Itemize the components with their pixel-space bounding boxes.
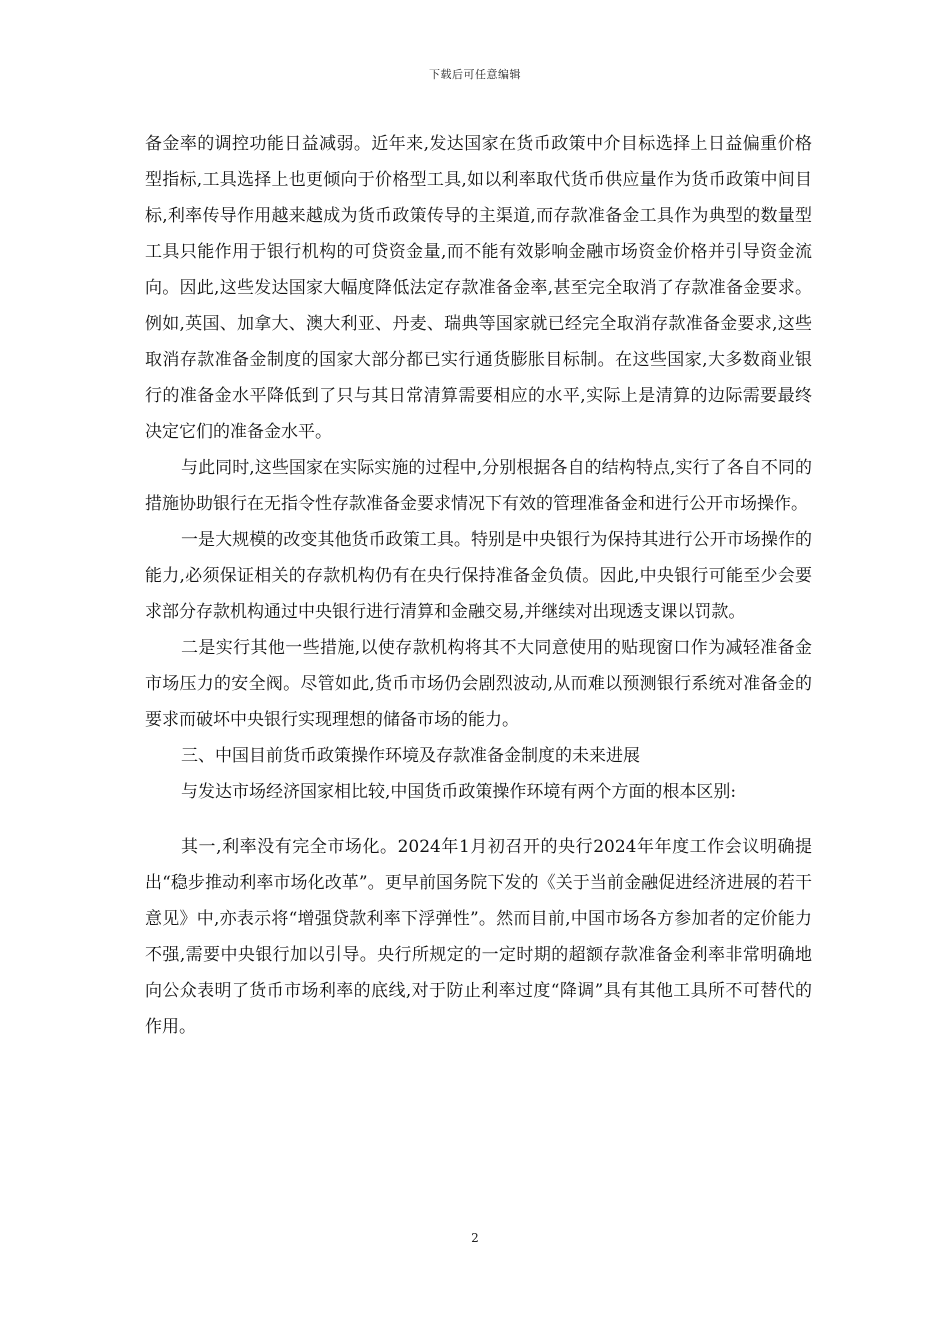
paragraph-comparison: 与发达市场经济国家相比较,中国货币政策操作环境有两个方面的根本区别: — [181, 782, 737, 802]
page-number: 2 — [471, 1231, 479, 1245]
paragraph-spacer — [145, 810, 812, 829]
page-header: 下载后可任意编辑 — [429, 68, 521, 81]
paragraph-point-one: 一是大规模的改变其他货币政策工具。特别是中央银行为保持其进行公开市场操作的能力,必须保证相关的存款机构仍有在央行保持准备金负债。因此,中央银行可能至少会要求部分存款机构通过中央银行进行清算和金融交易,并继续对出现透支课以罚款。 — [145, 530, 812, 622]
section-heading-three: 三、中国目前货币政策操作环境及存款准备金制度的未来进展 — [181, 746, 640, 766]
paragraph-meanwhile: 与此同时,这些国家在实际实施的过程中,分别根据各自的结构特点,实行了各自不同的措施协助银行在无指令性存款准备金要求情况下有效的管理准备金和进行公开市场操作。 — [145, 458, 812, 514]
document-body — [145, 126, 812, 1045]
paragraph-reserve-decline: 备金率的调控功能日益减弱。近年来,发达国家在货币政策中介目标选择上日益偏重价格型指标,工具选择上也更倾向于价格型工具,如以利率取代货币供应量作为货币政策中间目标,利率传导作用越来越成为货币政策传导的主渠道,而存款准备金工具作为典型的数量型工具只能作用于银行机构的可贷资金量,而不能有效影响金融市场资金价格并引导资金流向。因此,这些发达国家大幅度降低法定存款准备金率,甚至完全取消了存款准备金要求。例如,英国、加拿大、澳大利亚、丹麦、瑞典等国家就已经完全取消存款准备金要求,这些取消存款准备金制度的国家大部分都已实行通货膨胀目标制。在这些国家,大多数商业银行的准备金水平降低到了只与其日常清算需要相应的水平,实际上是清算的边际需要最终决定它们的准备金水平。 — [145, 134, 812, 442]
paragraph-point-two: 二是实行其他一些措施,以使存款机构将其不大同意使用的贴现窗口作为减轻准备金市场压力的安全阀。尽管如此,货币市场仍会剧烈波动,从而难以预测银行系统对准备金的要求而破坏中央银行实现理想的储备市场的能力。 — [145, 638, 812, 730]
paragraph-interest-rate: 其一,利率没有完全市场化。2024年1月初召开的央行2024年年度工作会议明确提出“稳步推动利率市场化改革”。更早前国务院下发的《关于当前金融促进经济进展的若干意见》中,亦表示将“增强贷款利率下浮弹性”。然而目前,中国市场各方参加者的定价能力不强,需要中央银行加以引导。央行所规定的一定时期的超额存款准备金利率非常明确地向公众表明了货币市场利率的底线,对于防止利率过度“降调”具有其他工具所不可替代的作用。 — [145, 837, 812, 1037]
